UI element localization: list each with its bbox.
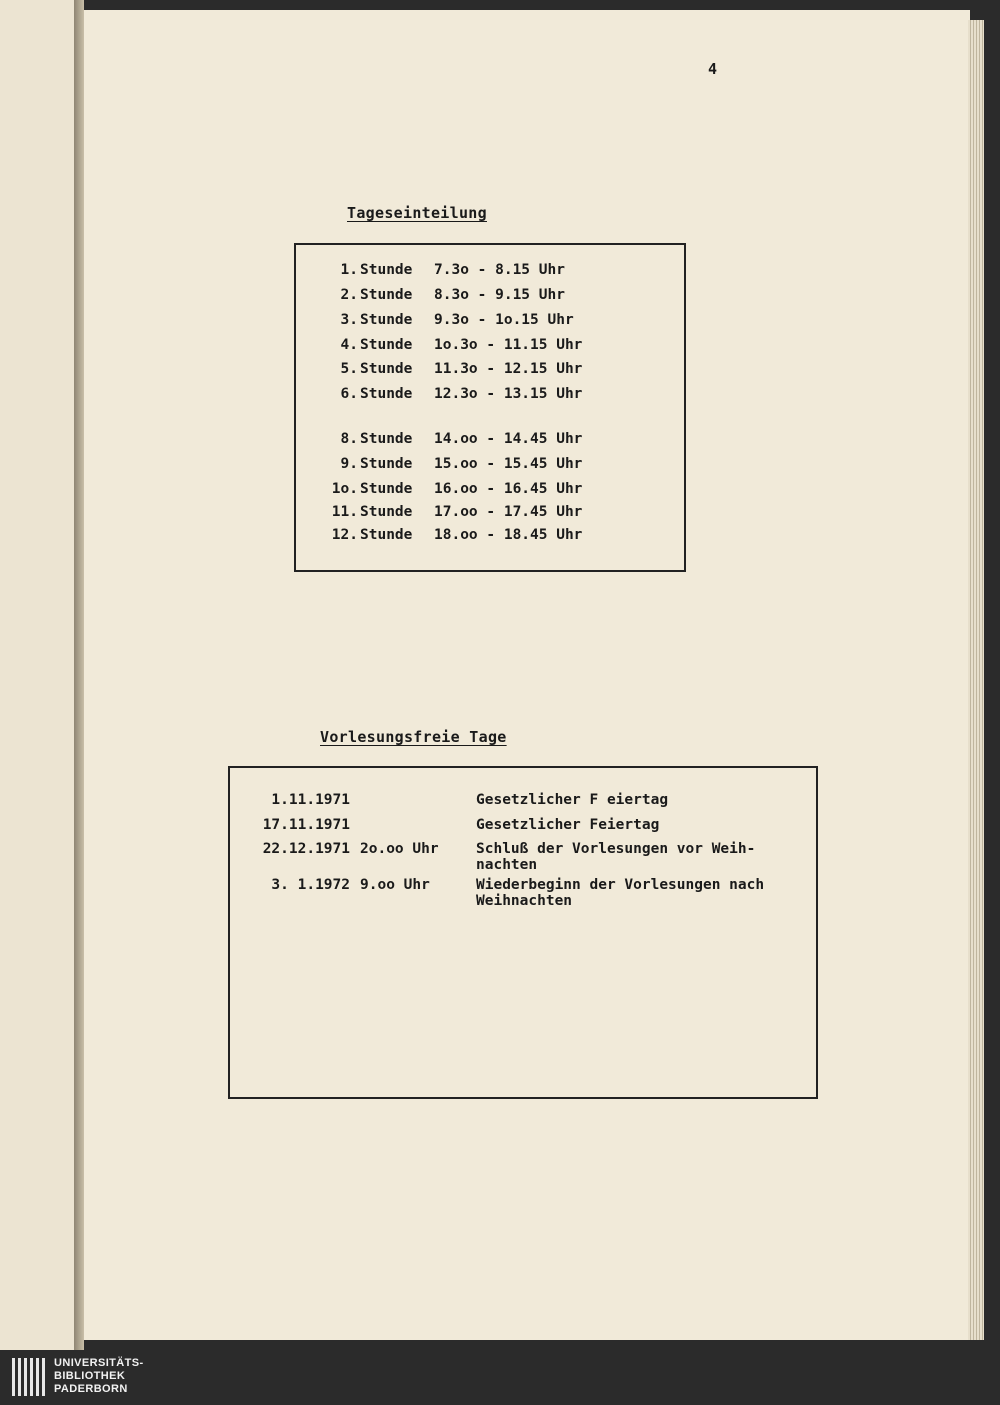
logo-line: PADERBORN bbox=[54, 1383, 128, 1395]
period-time: 12.3o - 13.15 Uhr bbox=[434, 386, 583, 402]
holiday-date: 17.11.1971 bbox=[262, 817, 350, 833]
logo-line: BIBLIOTHEK bbox=[54, 1370, 126, 1382]
period-time: 7.3o - 8.15 Uhr bbox=[434, 262, 565, 278]
period-label: Stunde bbox=[360, 431, 413, 447]
schedule-box bbox=[294, 243, 686, 572]
schedule-row bbox=[296, 287, 684, 309]
document-page bbox=[84, 10, 970, 1340]
period-label: Stunde bbox=[360, 527, 413, 543]
left-page bbox=[0, 0, 76, 1350]
schedule-row bbox=[296, 262, 684, 284]
holiday-description: Wiederbeginn der Vorlesungen nach Weihnachten bbox=[476, 877, 765, 909]
period-label: Stunde bbox=[360, 456, 413, 472]
period-number: 4. bbox=[340, 337, 358, 353]
period-number: 6. bbox=[340, 386, 358, 402]
period-time: 8.3o - 9.15 Uhr bbox=[434, 287, 565, 303]
period-time: 9.3o - 1o.15 Uhr bbox=[434, 312, 574, 328]
period-number: 9. bbox=[340, 456, 358, 472]
holiday-time: 9.oo Uhr bbox=[360, 877, 430, 893]
page-number: 4 bbox=[708, 60, 718, 78]
period-number: 3. bbox=[340, 312, 358, 328]
schedule-row bbox=[296, 527, 684, 549]
page-edge bbox=[968, 20, 984, 1340]
period-label: Stunde bbox=[360, 287, 413, 303]
holiday-description: Schluß der Vorlesungen vor Weih-nachten bbox=[476, 841, 756, 873]
holiday-description: Gesetzlicher F eiertag bbox=[476, 792, 669, 808]
period-number: 2. bbox=[340, 287, 358, 303]
schedule-row bbox=[296, 504, 684, 526]
period-number: 5. bbox=[340, 361, 358, 377]
period-time: 17.oo - 17.45 Uhr bbox=[434, 504, 583, 520]
period-time: 15.oo - 15.45 Uhr bbox=[434, 456, 583, 472]
book-gutter bbox=[74, 0, 84, 1350]
schedule-row bbox=[296, 431, 684, 453]
period-number: 11. bbox=[331, 504, 358, 520]
holidays-title: Vorlesungsfreie Tage bbox=[320, 728, 507, 746]
schedule-row bbox=[296, 481, 684, 503]
holiday-description: Gesetzlicher Feiertag bbox=[476, 817, 660, 833]
holiday-date: 22.12.1971 bbox=[262, 841, 350, 857]
period-number: 8. bbox=[340, 431, 358, 447]
period-time: 14.oo - 14.45 Uhr bbox=[434, 431, 583, 447]
period-label: Stunde bbox=[360, 386, 413, 402]
schedule-row bbox=[296, 337, 684, 359]
period-label: Stunde bbox=[360, 312, 413, 328]
period-time: 18.oo - 18.45 Uhr bbox=[434, 527, 583, 543]
period-label: Stunde bbox=[360, 481, 413, 497]
period-number: 1o. bbox=[331, 481, 358, 497]
footer-bar bbox=[0, 1350, 1000, 1405]
schedule-row bbox=[296, 386, 684, 408]
logo-line: UNIVERSITÄTS- bbox=[54, 1357, 144, 1369]
library-logo-icon bbox=[12, 1358, 46, 1396]
period-label: Stunde bbox=[360, 504, 413, 520]
schedule-row bbox=[296, 312, 684, 334]
period-number: 12. bbox=[331, 527, 358, 543]
library-logo-text bbox=[54, 1357, 144, 1396]
period-label: Stunde bbox=[360, 262, 413, 278]
schedule-row bbox=[296, 456, 684, 478]
holidays-box bbox=[228, 766, 818, 1099]
period-label: Stunde bbox=[360, 337, 413, 353]
holiday-date: 3. 1.1972 bbox=[271, 877, 350, 893]
schedule-title: Tageseinteilung bbox=[347, 204, 487, 222]
holiday-date: 1.11.1971 bbox=[271, 792, 350, 808]
holiday-time: 2o.oo Uhr bbox=[360, 841, 439, 857]
period-time: 16.oo - 16.45 Uhr bbox=[434, 481, 583, 497]
schedule-row bbox=[296, 361, 684, 383]
period-number: 1. bbox=[340, 262, 358, 278]
period-time: 1o.3o - 11.15 Uhr bbox=[434, 337, 583, 353]
period-label: Stunde bbox=[360, 361, 413, 377]
period-time: 11.3o - 12.15 Uhr bbox=[434, 361, 583, 377]
